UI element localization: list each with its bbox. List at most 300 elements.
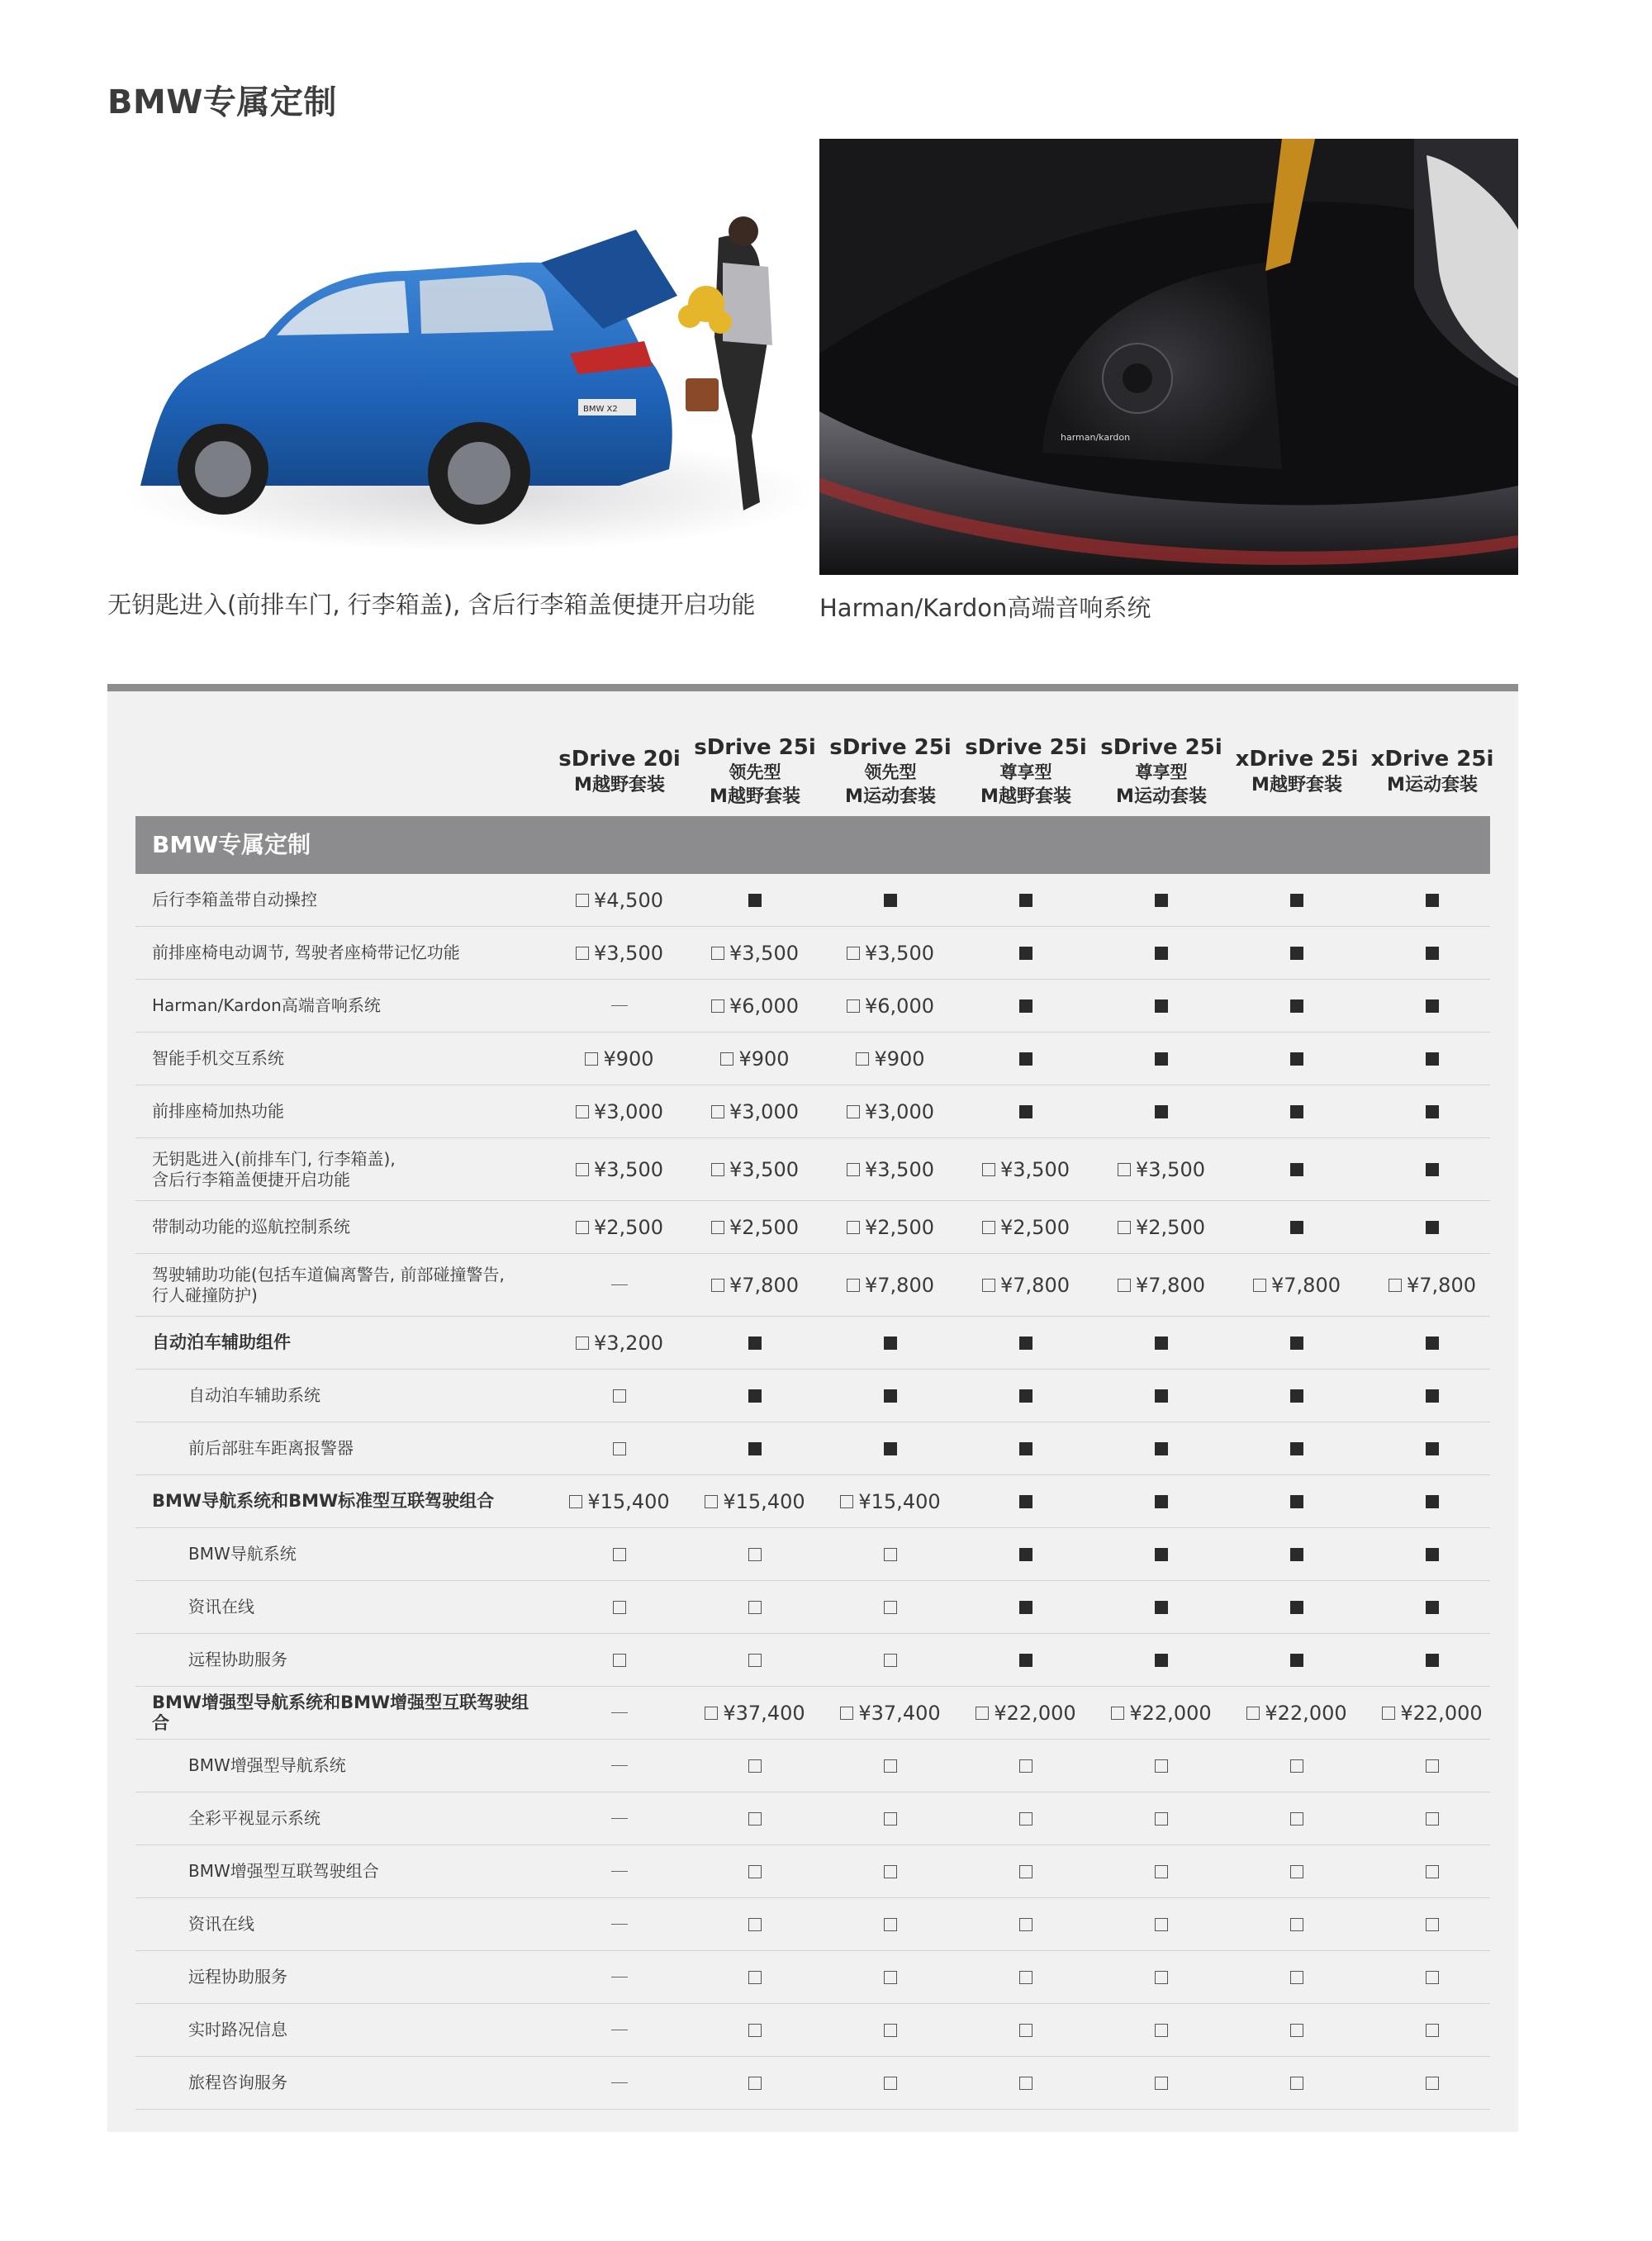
- option-price: ¥3,000: [865, 1099, 934, 1123]
- option-price: ¥4,500: [594, 888, 663, 912]
- standard-equipment-mark: [1229, 1201, 1365, 1253]
- option-price: ¥6,000: [865, 994, 934, 1018]
- optional-equipment-cell: [687, 1033, 823, 1085]
- optional-equipment-cell: [687, 1085, 823, 1137]
- standard-equipment-mark: [1229, 1317, 1365, 1369]
- filled-square-icon: [884, 1389, 897, 1403]
- option-price: ¥37,400: [723, 1701, 805, 1725]
- column-header: [958, 727, 1094, 818]
- filled-square-icon: [1426, 947, 1439, 960]
- column-header: [687, 727, 823, 818]
- filled-square-icon: [1426, 1105, 1439, 1118]
- column-header: [823, 727, 958, 818]
- optional-equipment-cell: [958, 1254, 1094, 1316]
- optional-equipment-cell: [1229, 1951, 1365, 2003]
- row-label: 无钥匙进入(前排车门, 行李箱盖), 含后行李箱盖便捷开启功能: [152, 1148, 396, 1189]
- optional-equipment-cell: [1365, 2057, 1500, 2109]
- column-header: [1094, 727, 1229, 818]
- optional-equipment-cell: [1365, 2004, 1500, 2056]
- row-label: 资讯在线: [188, 1597, 254, 1617]
- standard-equipment-mark: [1229, 1422, 1365, 1474]
- filled-square-icon: [1290, 1442, 1303, 1455]
- row-label: 实时路况信息: [188, 2020, 287, 2039]
- filled-square-icon: [1155, 894, 1168, 907]
- empty-square-icon: [1019, 2024, 1032, 2037]
- row-label: 驾驶辅助功能(包括车道偏离警告, 前部碰撞警告, 行人碰撞防护): [152, 1264, 505, 1305]
- standard-equipment-mark: [1094, 1634, 1229, 1686]
- optional-equipment-cell: [958, 1951, 1094, 2003]
- table-row: [135, 1201, 1490, 1254]
- filled-square-icon: [1155, 1548, 1168, 1561]
- column-header-line2: 尊享型: [999, 762, 1052, 782]
- standard-equipment-mark: [958, 1581, 1094, 1633]
- empty-square-icon: [840, 1707, 853, 1720]
- column-header-line2: 尊享型: [1135, 762, 1188, 782]
- table-row: [135, 1370, 1490, 1422]
- empty-square-icon: [1155, 1812, 1168, 1826]
- table-row: [135, 1792, 1490, 1845]
- filled-square-icon: [1019, 947, 1032, 960]
- filled-square-icon: [1290, 1389, 1303, 1403]
- column-header-line3: M运动套装: [845, 786, 936, 807]
- empty-square-icon: [1290, 1918, 1303, 1931]
- empty-square-icon: [720, 1052, 733, 1066]
- empty-square-icon: [847, 1163, 860, 1176]
- filled-square-icon: [1426, 1548, 1439, 1561]
- optional-equipment-cell: [687, 2057, 823, 2109]
- empty-square-icon: [576, 894, 589, 907]
- empty-square-icon: [711, 1105, 724, 1118]
- option-price: ¥7,800: [1000, 1273, 1070, 1297]
- filled-square-icon: [1290, 1601, 1303, 1614]
- empty-square-icon: [1253, 1279, 1266, 1292]
- empty-square-icon: [711, 1163, 724, 1176]
- svg-text:harman/kardon: harman/kardon: [1061, 432, 1131, 443]
- optional-equipment-cell: [1229, 1898, 1365, 1950]
- optional-equipment-cell: [823, 980, 958, 1032]
- column-header-line1: xDrive 25i: [1235, 747, 1359, 772]
- optional-equipment-cell: [1365, 1792, 1500, 1845]
- option-price: ¥900: [874, 1047, 925, 1071]
- empty-square-icon: [847, 1105, 860, 1118]
- filled-square-icon: [748, 1442, 762, 1455]
- table-row: [135, 2057, 1490, 2110]
- option-price: ¥15,400: [723, 1489, 805, 1513]
- optional-equipment-cell: [552, 1138, 687, 1200]
- car-tailgate-photo: [107, 139, 809, 575]
- column-header-line3: M越野套装: [574, 775, 665, 795]
- empty-square-icon: [613, 1548, 626, 1561]
- option-price: ¥2,500: [1136, 1215, 1205, 1239]
- empty-square-icon: [748, 2077, 762, 2090]
- empty-square-icon: [585, 1052, 598, 1066]
- optional-equipment-cell: [552, 1317, 687, 1369]
- empty-square-icon: [748, 2024, 762, 2037]
- standard-equipment-mark: [1094, 927, 1229, 979]
- empty-square-icon: [748, 1918, 762, 1931]
- standard-equipment-mark: [958, 1634, 1094, 1686]
- optional-equipment-cell: [687, 1254, 823, 1316]
- empty-square-icon: [982, 1279, 995, 1292]
- filled-square-icon: [1019, 1654, 1032, 1667]
- standard-equipment-mark: [1094, 1085, 1229, 1137]
- option-price: ¥3,500: [729, 941, 799, 965]
- filled-square-icon: [1290, 1654, 1303, 1667]
- empty-square-icon: [1426, 1918, 1439, 1931]
- filled-square-icon: [1290, 1495, 1303, 1508]
- empty-square-icon: [884, 1759, 897, 1773]
- empty-square-icon: [711, 1221, 724, 1234]
- dash-icon: [611, 1284, 628, 1285]
- standard-equipment-mark: [958, 1528, 1094, 1580]
- optional-equipment-cell: [1094, 1898, 1229, 1950]
- dash-icon: [611, 1818, 628, 1819]
- table-row: [135, 1138, 1490, 1201]
- row-label: BMW导航系统: [188, 1544, 297, 1564]
- empty-square-icon: [1155, 1759, 1168, 1773]
- filled-square-icon: [1426, 999, 1439, 1013]
- filled-square-icon: [1290, 1105, 1303, 1118]
- empty-square-icon: [1155, 2024, 1168, 2037]
- optional-equipment-cell: [552, 1581, 687, 1633]
- optional-equipment-cell: [823, 927, 958, 979]
- table-row: [135, 1845, 1490, 1898]
- optional-equipment-cell: [1094, 2004, 1229, 2056]
- standard-equipment-mark: [958, 1033, 1094, 1085]
- filled-square-icon: [1155, 1654, 1168, 1667]
- optional-equipment-cell: [823, 1033, 958, 1085]
- empty-square-icon: [1019, 1971, 1032, 1984]
- column-header-line1: sDrive 25i: [965, 735, 1087, 760]
- optional-equipment-cell: [823, 1528, 958, 1580]
- not-available-mark: [552, 2004, 687, 2056]
- option-price: ¥7,800: [729, 1273, 799, 1297]
- row-label: BMW增强型导航系统和BMW增强型互联驾驶组合: [152, 1692, 529, 1733]
- speaker-photo-caption: Harman/Kardon高端音响系统: [819, 594, 1151, 622]
- standard-equipment-mark: [1365, 1370, 1500, 1422]
- standard-equipment-mark: [823, 874, 958, 926]
- optional-equipment-cell: [552, 874, 687, 926]
- optional-equipment-cell: [958, 1138, 1094, 1200]
- not-available-mark: [552, 1740, 687, 1792]
- empty-square-icon: [748, 1971, 762, 1984]
- standard-equipment-mark: [1229, 1085, 1365, 1137]
- optional-equipment-cell: [958, 2004, 1094, 2056]
- standard-equipment-mark: [1094, 1422, 1229, 1474]
- empty-square-icon: [748, 1548, 762, 1561]
- standard-equipment-mark: [958, 1370, 1094, 1422]
- table-row: [135, 1475, 1490, 1528]
- optional-equipment-cell: [958, 1201, 1094, 1253]
- optional-equipment-cell: [823, 1254, 958, 1316]
- empty-square-icon: [1426, 2077, 1439, 2090]
- not-available-mark: [552, 1792, 687, 1845]
- standard-equipment-mark: [687, 874, 823, 926]
- option-price: ¥3,000: [594, 1099, 663, 1123]
- empty-square-icon: [1019, 1812, 1032, 1826]
- empty-square-icon: [1118, 1279, 1131, 1292]
- option-price: ¥3,500: [1000, 1157, 1070, 1181]
- optional-equipment-cell: [1094, 1792, 1229, 1845]
- standard-equipment-mark: [1094, 980, 1229, 1032]
- optional-equipment-cell: [687, 1898, 823, 1950]
- table-row: [135, 874, 1490, 927]
- empty-square-icon: [1246, 1707, 1260, 1720]
- filled-square-icon: [1019, 1495, 1032, 1508]
- filled-square-icon: [1155, 1601, 1168, 1614]
- standard-equipment-mark: [958, 1422, 1094, 1474]
- option-price: ¥3,500: [1136, 1157, 1205, 1181]
- optional-equipment-cell: [552, 1085, 687, 1137]
- optional-equipment-cell: [1229, 1740, 1365, 1792]
- empty-square-icon: [847, 1221, 860, 1234]
- table-row: [135, 1687, 1490, 1740]
- empty-square-icon: [884, 2077, 897, 2090]
- optional-equipment-cell: [1365, 1898, 1500, 1950]
- standard-equipment-mark: [1094, 1370, 1229, 1422]
- option-price: ¥6,000: [729, 994, 799, 1018]
- empty-square-icon: [847, 999, 860, 1013]
- empty-square-icon: [884, 1865, 897, 1878]
- filled-square-icon: [1290, 999, 1303, 1013]
- empty-square-icon: [1290, 1759, 1303, 1773]
- row-label: 远程协助服务: [188, 1967, 287, 1987]
- option-price: ¥22,000: [1400, 1701, 1483, 1725]
- column-header-line2: 领先型: [864, 762, 917, 782]
- row-label: 自动泊车辅助组件: [152, 1332, 291, 1352]
- column-header-line1: sDrive 25i: [694, 735, 816, 760]
- standard-equipment-mark: [1229, 1581, 1365, 1633]
- page-title: BMW专属定制: [107, 83, 337, 121]
- option-price: ¥2,500: [729, 1215, 799, 1239]
- standard-equipment-mark: [687, 1422, 823, 1474]
- empty-square-icon: [1155, 2077, 1168, 2090]
- optional-equipment-cell: [1094, 1740, 1229, 1792]
- optional-equipment-cell: [1365, 1740, 1500, 1792]
- standard-equipment-mark: [958, 1317, 1094, 1369]
- empty-square-icon: [1118, 1221, 1131, 1234]
- filled-square-icon: [1019, 894, 1032, 907]
- optional-equipment-cell: [1094, 2057, 1229, 2109]
- row-label: 前排座椅电动调节, 驾驶者座椅带记忆功能: [152, 942, 460, 962]
- filled-square-icon: [884, 1337, 897, 1350]
- table-row: [135, 1581, 1490, 1634]
- optional-equipment-cell: [687, 1138, 823, 1200]
- optional-equipment-cell: [1365, 1254, 1500, 1316]
- standard-equipment-mark: [1094, 1033, 1229, 1085]
- optional-equipment-cell: [823, 1475, 958, 1527]
- optional-equipment-cell: [823, 1898, 958, 1950]
- standard-equipment-mark: [958, 980, 1094, 1032]
- empty-square-icon: [1019, 1865, 1032, 1878]
- empty-square-icon: [884, 1548, 897, 1561]
- empty-square-icon: [711, 1279, 724, 1292]
- optional-equipment-cell: [1365, 1951, 1500, 2003]
- standard-equipment-mark: [958, 1085, 1094, 1137]
- standard-equipment-mark: [1229, 1370, 1365, 1422]
- row-label: 全彩平视显示系统: [188, 1808, 320, 1828]
- optional-equipment-cell: [1094, 1254, 1229, 1316]
- not-available-mark: [552, 1898, 687, 1950]
- harman-kardon-speaker-photo: [819, 139, 1518, 575]
- optional-equipment-cell: [687, 1528, 823, 1580]
- optional-equipment-cell: [687, 1201, 823, 1253]
- standard-equipment-mark: [1094, 1317, 1229, 1369]
- optional-equipment-cell: [823, 1792, 958, 1845]
- empty-square-icon: [1019, 2077, 1032, 2090]
- column-header-line1: sDrive 25i: [1100, 735, 1222, 760]
- empty-square-icon: [576, 1105, 589, 1118]
- table-row: [135, 927, 1490, 980]
- empty-square-icon: [1019, 1759, 1032, 1773]
- filled-square-icon: [1290, 1548, 1303, 1561]
- optional-equipment-cell: [552, 1370, 687, 1422]
- optional-equipment-cell: [687, 927, 823, 979]
- optional-equipment-cell: [1229, 1254, 1365, 1316]
- empty-square-icon: [1290, 1865, 1303, 1878]
- column-header-line3: M越野套装: [1251, 775, 1342, 795]
- standard-equipment-mark: [1365, 1475, 1500, 1527]
- filled-square-icon: [1290, 1163, 1303, 1176]
- filled-square-icon: [1426, 1442, 1439, 1455]
- optional-equipment-cell: [552, 1422, 687, 1474]
- empty-square-icon: [884, 2024, 897, 2037]
- optional-equipment-cell: [687, 1634, 823, 1686]
- optional-equipment-cell: [1229, 2057, 1365, 2109]
- column-header-line1: xDrive 25i: [1370, 747, 1494, 772]
- optional-equipment-cell: [1365, 1845, 1500, 1897]
- row-label: 旅程咨询服务: [188, 2072, 287, 2092]
- dash-icon: [611, 1871, 628, 1872]
- empty-square-icon: [884, 1601, 897, 1614]
- option-price: ¥900: [738, 1047, 790, 1071]
- row-label: 带制动功能的巡航控制系统: [152, 1217, 350, 1237]
- option-price: ¥22,000: [994, 1701, 1076, 1725]
- row-label: BMW增强型互联驾驶组合: [188, 1861, 379, 1881]
- table-row: [135, 980, 1490, 1033]
- empty-square-icon: [613, 1654, 626, 1667]
- empty-square-icon: [748, 1654, 762, 1667]
- empty-square-icon: [1389, 1279, 1402, 1292]
- empty-square-icon: [748, 1812, 762, 1826]
- option-price: ¥15,400: [858, 1489, 941, 1513]
- not-available-mark: [552, 1951, 687, 2003]
- filled-square-icon: [1019, 1389, 1032, 1403]
- optional-equipment-cell: [687, 1845, 823, 1897]
- standard-equipment-mark: [1229, 1033, 1365, 1085]
- empty-square-icon: [1111, 1707, 1124, 1720]
- filled-square-icon: [1290, 894, 1303, 907]
- option-price: ¥3,500: [594, 941, 663, 965]
- not-available-mark: [552, 2057, 687, 2109]
- empty-square-icon: [1426, 2024, 1439, 2037]
- standard-equipment-mark: [958, 1475, 1094, 1527]
- filled-square-icon: [1155, 1495, 1168, 1508]
- optional-equipment-cell: [958, 1898, 1094, 1950]
- empty-square-icon: [576, 1337, 589, 1350]
- empty-square-icon: [1426, 1971, 1439, 1984]
- filled-square-icon: [1290, 1221, 1303, 1234]
- optional-equipment-cell: [687, 1687, 823, 1739]
- empty-square-icon: [856, 1052, 869, 1066]
- optional-equipment-cell: [958, 1740, 1094, 1792]
- filled-square-icon: [1290, 947, 1303, 960]
- optional-equipment-cell: [1094, 1687, 1229, 1739]
- table-row: [135, 1317, 1490, 1370]
- option-price: ¥7,800: [1136, 1273, 1205, 1297]
- filled-square-icon: [1155, 947, 1168, 960]
- option-price: ¥3,500: [865, 941, 934, 965]
- empty-square-icon: [1290, 2024, 1303, 2037]
- empty-square-icon: [613, 1389, 626, 1403]
- standard-equipment-mark: [1365, 1422, 1500, 1474]
- empty-square-icon: [847, 947, 860, 960]
- column-header-line3: M运动套装: [1387, 775, 1478, 795]
- standard-equipment-mark: [1229, 980, 1365, 1032]
- option-price: ¥2,500: [865, 1215, 934, 1239]
- optional-equipment-cell: [552, 1033, 687, 1085]
- filled-square-icon: [884, 894, 897, 907]
- filled-square-icon: [1426, 1654, 1439, 1667]
- empty-square-icon: [1155, 1918, 1168, 1931]
- standard-equipment-mark: [958, 927, 1094, 979]
- standard-equipment-mark: [823, 1422, 958, 1474]
- optional-equipment-cell: [823, 1634, 958, 1686]
- standard-equipment-mark: [1365, 1581, 1500, 1633]
- optional-equipment-cell: [687, 1475, 823, 1527]
- empty-square-icon: [1290, 1812, 1303, 1826]
- row-label: BMW增强型导航系统: [188, 1755, 346, 1775]
- column-header-line3: M越野套装: [980, 786, 1071, 807]
- filled-square-icon: [1155, 1052, 1168, 1066]
- optional-equipment-cell: [823, 1687, 958, 1739]
- standard-equipment-mark: [687, 1370, 823, 1422]
- standard-equipment-mark: [1229, 927, 1365, 979]
- optional-equipment-cell: [823, 2057, 958, 2109]
- optional-equipment-cell: [552, 1201, 687, 1253]
- empty-square-icon: [705, 1495, 718, 1508]
- row-label: 后行李箱盖带自动操控: [152, 890, 317, 909]
- row-label: 前排座椅加热功能: [152, 1101, 284, 1121]
- standard-equipment-mark: [687, 1317, 823, 1369]
- standard-equipment-mark: [1365, 1033, 1500, 1085]
- optional-equipment-cell: [823, 2004, 958, 2056]
- filled-square-icon: [1426, 1221, 1439, 1234]
- optional-equipment-cell: [823, 1581, 958, 1633]
- table-row: [135, 1951, 1490, 2004]
- row-label: 远程协助服务: [188, 1650, 287, 1669]
- standard-equipment-mark: [1229, 1475, 1365, 1527]
- filled-square-icon: [1426, 894, 1439, 907]
- optional-equipment-cell: [823, 1201, 958, 1253]
- optional-equipment-cell: [552, 927, 687, 979]
- not-available-mark: [552, 1845, 687, 1897]
- optional-equipment-cell: [687, 980, 823, 1032]
- option-price: ¥2,500: [594, 1215, 663, 1239]
- dash-icon: [611, 2082, 628, 2083]
- standard-equipment-mark: [1365, 874, 1500, 926]
- optional-equipment-cell: [687, 2004, 823, 2056]
- standard-equipment-mark: [1094, 1581, 1229, 1633]
- row-label: 自动泊车辅助系统: [188, 1385, 320, 1405]
- filled-square-icon: [1426, 1389, 1439, 1403]
- option-price: ¥22,000: [1265, 1701, 1347, 1725]
- empty-square-icon: [705, 1707, 718, 1720]
- filled-square-icon: [1426, 1495, 1439, 1508]
- optional-equipment-cell: [1094, 1845, 1229, 1897]
- empty-square-icon: [1019, 1918, 1032, 1931]
- table-row: [135, 1422, 1490, 1475]
